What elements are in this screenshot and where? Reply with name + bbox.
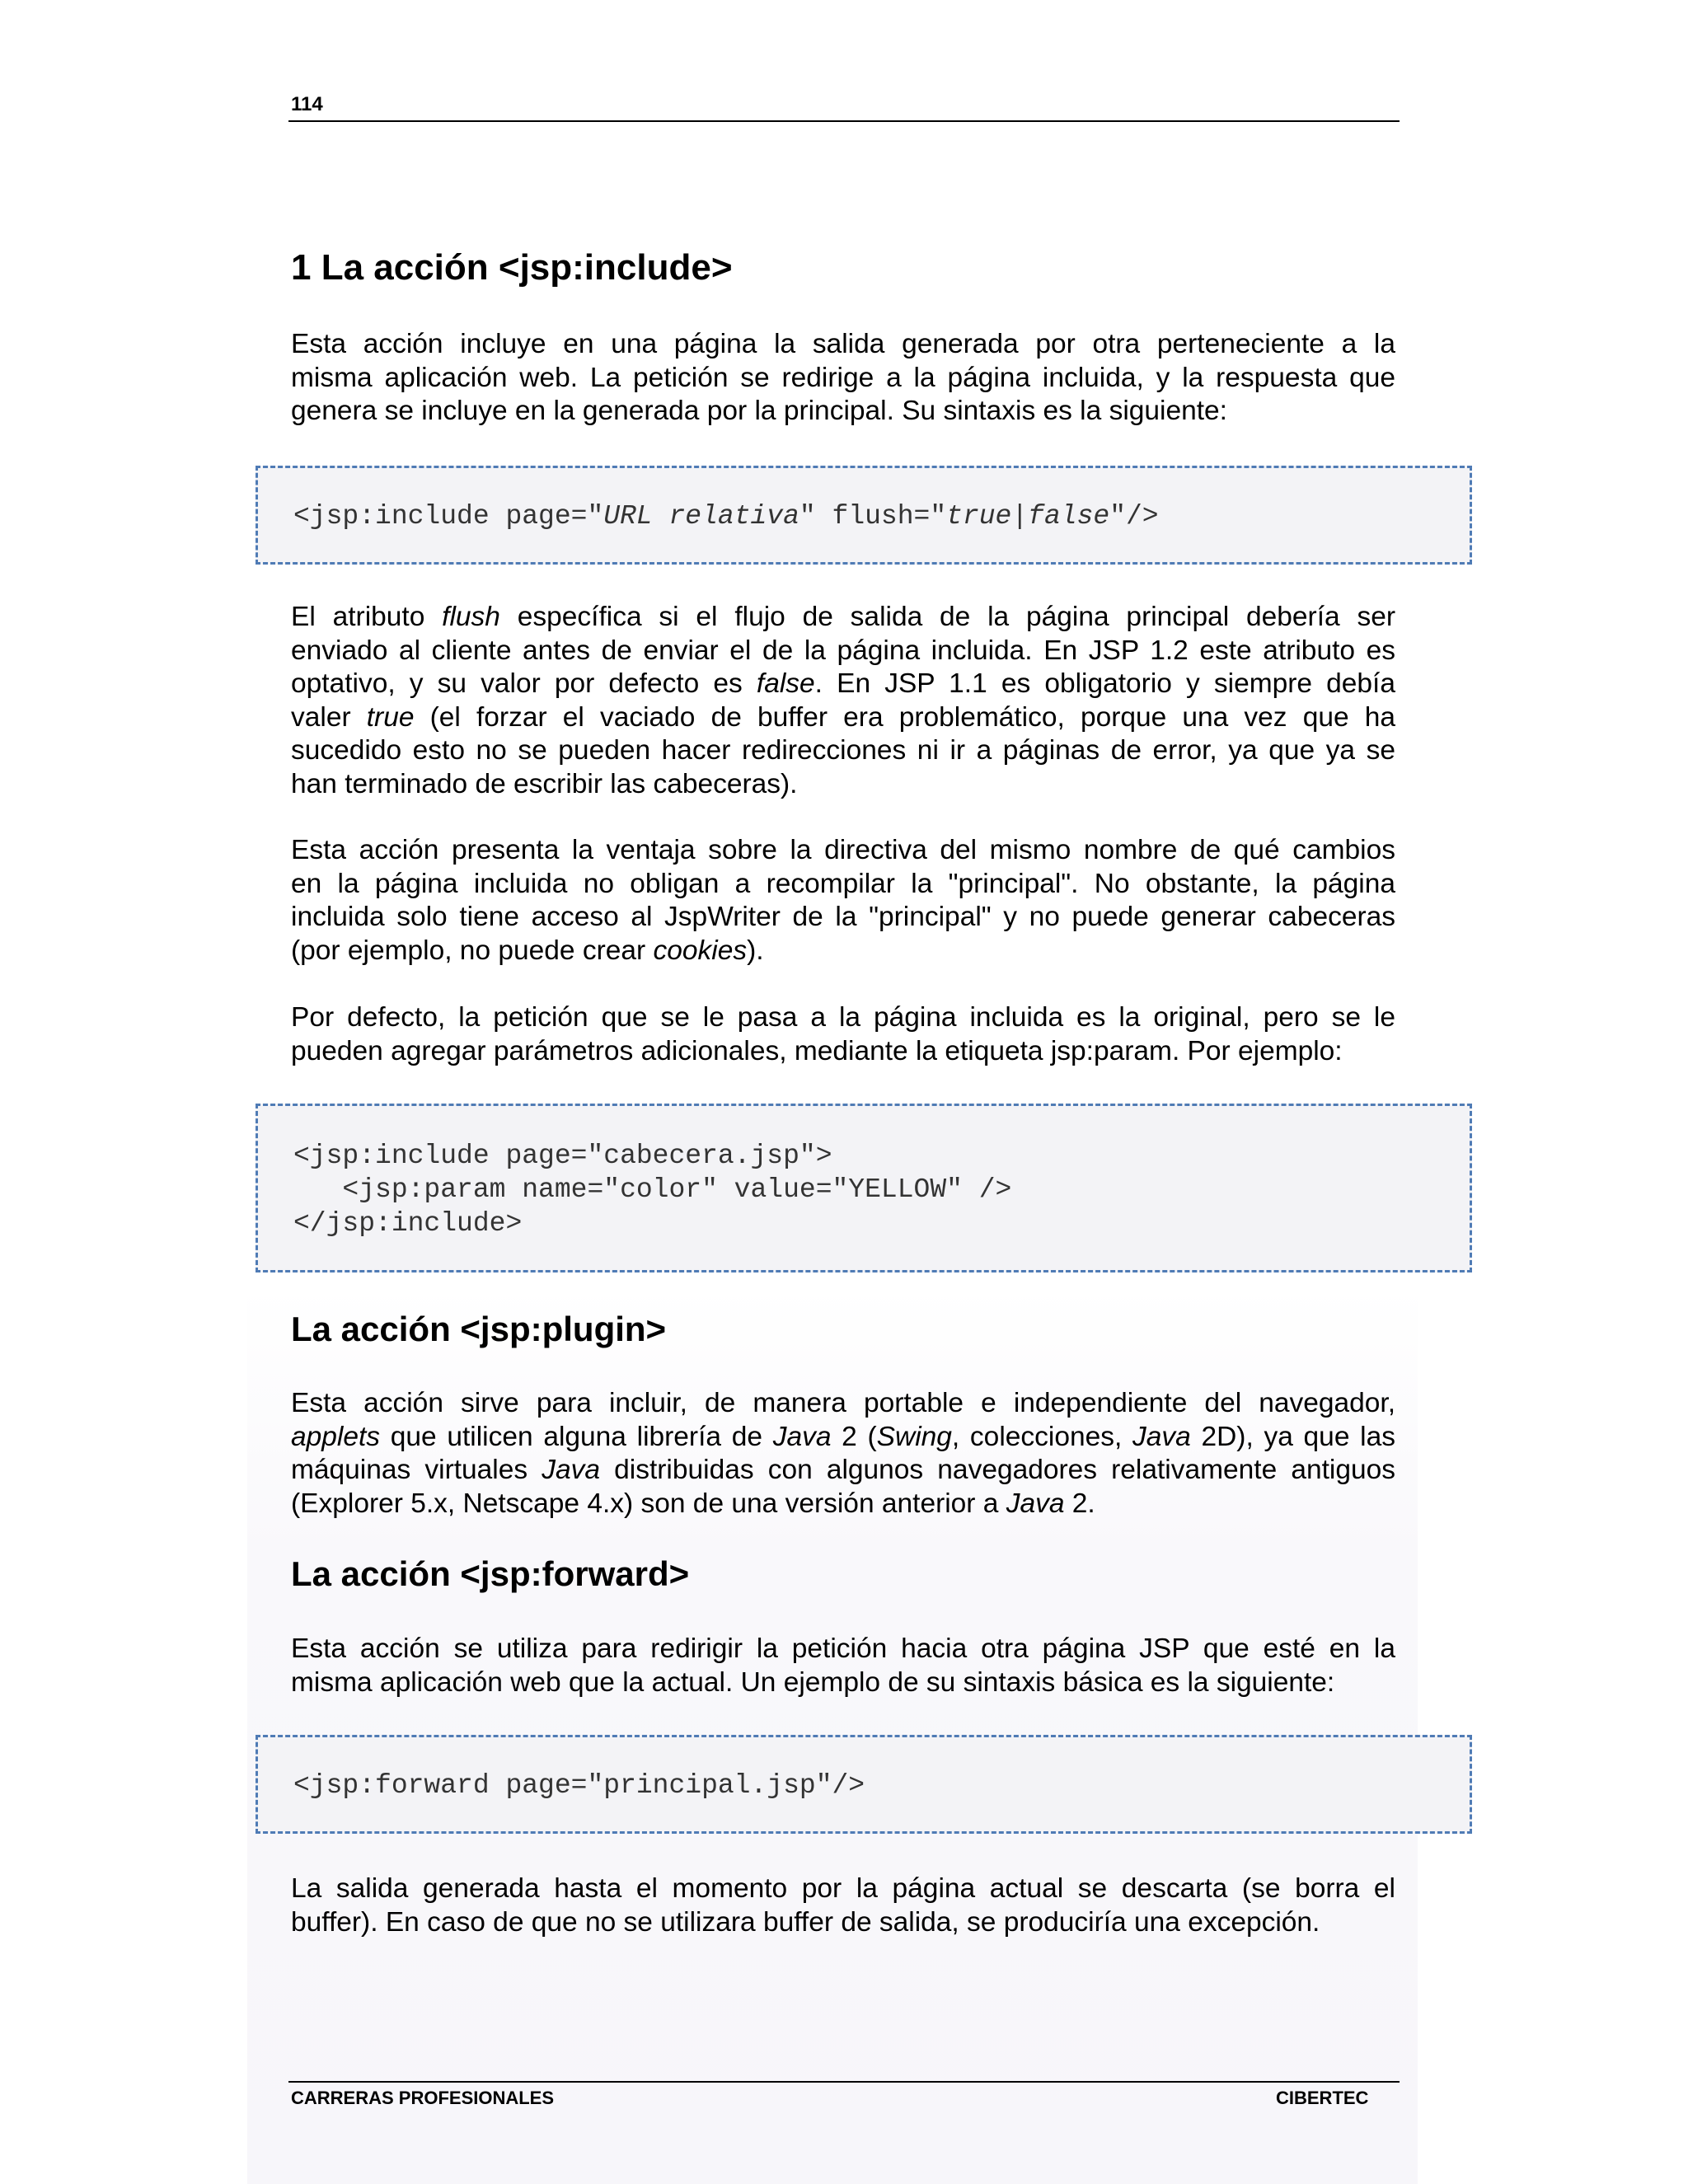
paragraph-include-params (291, 1001, 1395, 1068)
text-line: Esta acción incluye en una página la salida generada por otra perteneciente a la (291, 329, 1395, 359)
page-number: 114 (291, 93, 323, 115)
code-line: <jsp:param name="color" value="YELLOW" /> (293, 1174, 1012, 1205)
text-line: Esta acción sirve para incluir, de manera portable e independiente del navegador, (291, 1388, 1395, 1418)
text-line: han terminado de escribir las cabeceras). (291, 768, 798, 799)
heading-jsp-plugin: La acción <jsp:plugin> (291, 1310, 667, 1348)
code-line: <jsp:include page="URL relativa" flush="true|false"/> (293, 501, 1159, 532)
text-line: valer true (el forzar el vaciado de buffer era problemático, porque una vez que ha (291, 701, 1395, 733)
paragraph-include-advantage (291, 834, 1395, 968)
text-line: optativo, y su valor por defecto es false. En JSP 1.1 es obligatorio y siempre debía (291, 668, 1395, 699)
text-line: enviado al cliente antes de enviar el de la página incluida. En JSP 1.2 este atributo es (291, 635, 1395, 666)
text-line: El atributo flush específica si el flujo de salida de la página principal debería ser (291, 602, 1395, 632)
text-line: máquinas virtuales Java distribuidas con algunos navegadores relativamente antiguos (291, 1455, 1395, 1485)
code-line: <jsp:forward page="principal.jsp"/> (293, 1770, 865, 1801)
text-line: pueden agregar parámetros adicionales, mediante la etiqueta jsp:param. Por ejemplo: (291, 1035, 1343, 1066)
text-line: genera se incluye en la generada por la principal. Su sintaxis es la siguiente: (291, 396, 1227, 426)
paragraph-forward-intro (291, 1633, 1395, 1699)
text-line: misma aplicación web que la actual. Un ejemplo de su sintaxis básica es la siguiente: (291, 1666, 1335, 1698)
heading-jsp-forward: La acción <jsp:forward> (291, 1554, 690, 1593)
code-line: <jsp:include page="cabecera.jsp"> (293, 1141, 832, 1171)
text-line: (por ejemplo, no puede crear cookies). (291, 935, 764, 966)
text-line: incluida solo tiene acceso al JspWriter de la "principal" y no puede generar cabeceras (291, 902, 1395, 932)
code-block-forward (256, 1735, 1472, 1834)
paragraph-plugin (291, 1387, 1395, 1521)
text-line: applets que utilicen alguna librería de Java 2 (Swing, colecciones, Java 2D), ya que las (291, 1421, 1395, 1452)
text-line: La salida generada hasta el momento por la página actual se descarta (se borra el (291, 1873, 1395, 1904)
text-line: misma aplicación web. La petición se redirige a la página incluida, y la respuesta que (291, 362, 1395, 393)
text-line: buffer). En caso de que no se utilizara buffer de salida, se produciría una excepción. (291, 1906, 1320, 1938)
footer-left-text: CARRERAS PROFESIONALES (291, 2088, 555, 2108)
paragraph-flush-attribute (291, 601, 1395, 801)
paragraph-include-intro (291, 328, 1395, 429)
code-line: </jsp:include> (293, 1208, 523, 1239)
code-block-include-param (256, 1104, 1472, 1272)
text-line: sucedido esto no se pueden hacer redirecciones ni ir a páginas de error, ya que ya se (291, 735, 1395, 766)
code-block-include-syntax (256, 466, 1472, 565)
header-rule (288, 120, 1400, 122)
text-line: Esta acción se utiliza para redirigir la petición hacia otra página JSP que esté en la (291, 1633, 1395, 1664)
footer-rule (288, 2081, 1400, 2083)
text-line: (Explorer 5.x, Netscape 4.x) son de una versión anterior a Java 2. (291, 1488, 1095, 1519)
text-line: Esta acción presenta la ventaja sobre la directiva del mismo nombre de qué cambios (291, 835, 1395, 865)
paragraph-forward-output (291, 1872, 1395, 1939)
text-line: en la página incluida no obligan a recompilar la "principal". No obstante, la página (291, 868, 1395, 899)
footer-right-text: CIBERTEC (1276, 2088, 1369, 2108)
heading-jsp-include: 1 La acción <jsp:include> (291, 247, 733, 288)
text-line: Por defecto, la petición que se le pasa a la página incluida es la original, pero se le (291, 1002, 1395, 1033)
